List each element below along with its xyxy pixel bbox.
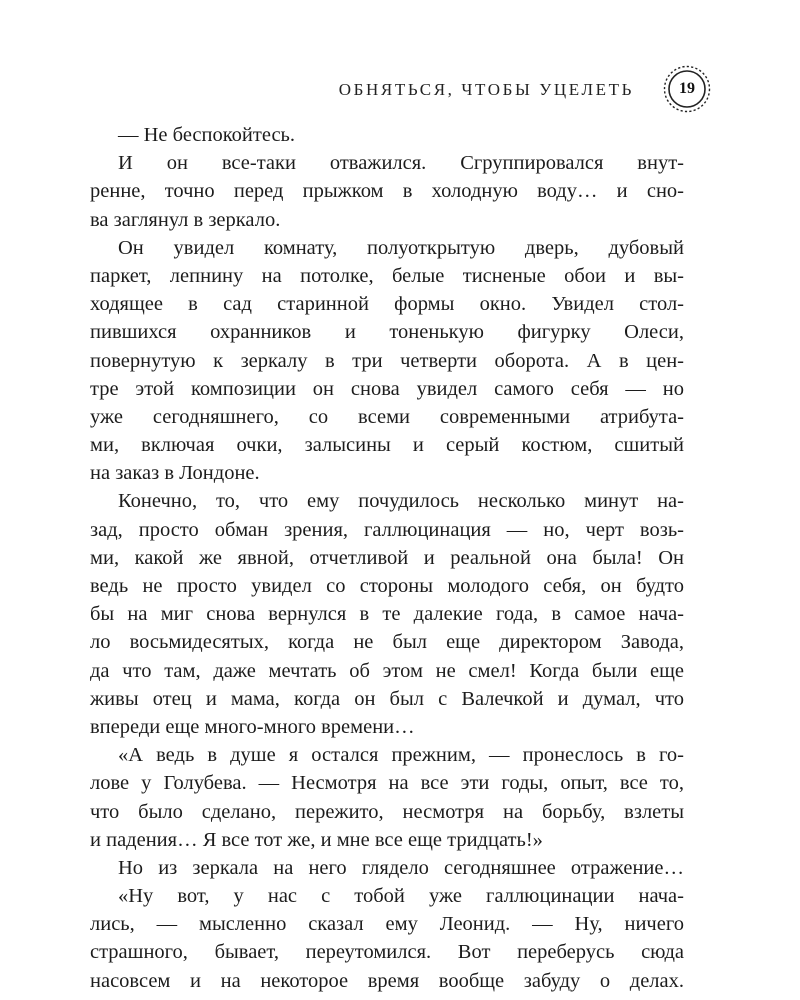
text-line: повернутую к зеркалу в три четверти оборота. А в цен- — [90, 349, 684, 372]
text-line: впереди еще много-много времени… — [90, 715, 415, 738]
text-line: ми, включая очки, залысины и серый костюм, сшитый — [90, 434, 684, 457]
text-line: ва заглянул в зеркало. — [90, 208, 281, 231]
text-line: и падения… Я все тот же, и мне все еще тридцать!» — [90, 828, 543, 851]
text-line: бы на миг снова вернулся в те далекие года, в самое нача- — [90, 603, 684, 626]
page-number: 19 — [679, 80, 695, 97]
running-title: ОБНЯТЬСЯ, ЧТОБЫ УЦЕЛЕТЬ — [338, 80, 634, 99]
text-line: пившихся охранников и тоненькую фигурку Олеси, — [90, 321, 684, 344]
text-line: Он увидел комнату, полуоткрытую дверь, дубовый — [118, 236, 684, 259]
running-head — [300, 62, 720, 122]
text-line: что было сделано, пережито, несмотря на борьбу, взлеты — [90, 800, 684, 823]
text-line: «А ведь в душе я остался прежним, — пронеслось в го- — [118, 744, 684, 767]
text-line: — Не беспокойтесь. — [118, 124, 296, 146]
text-line: «Ну вот, у нас с тобой уже галлюцинации нача- — [118, 885, 684, 908]
text-line: ренне, точно перед прыжком в холодную воду… и сно- — [90, 180, 684, 203]
text-line: живы отец и мама, когда он был с Валечкой и думал, что — [90, 687, 684, 710]
text-line: тре этой композиции он снова увидел самого себя — но — [90, 377, 684, 400]
text-line: ведь не просто увидел со стороны молодого себя, он будто — [90, 575, 684, 597]
text-line: зад, просто обман зрения, галлюцинация — но, черт возь- — [90, 518, 684, 541]
text-line: Конечно, то, что ему почудилось несколько минут на- — [118, 490, 684, 513]
text-line: да что там, даже мечтать об этом не смел! Когда были еще — [90, 659, 684, 682]
text-line: лове у Голубева. — Несмотря на все эти годы, опыт, все то, — [90, 772, 684, 795]
text-line: Но из зеркала на него глядело сегодняшнее отражение… — [118, 856, 684, 879]
text-line: страшного, бывает, переутомился. Вот переберусь сюда — [90, 941, 684, 964]
text-line: ходящее в сад старинной формы окно. Увидел стол- — [90, 293, 684, 316]
text-line: ми, какой же явной, отчетливой и реальной она была! Он — [90, 546, 684, 569]
text-line: И он все-таки отважился. Сгруппировался внут- — [118, 152, 684, 175]
text-line: паркет, лепнину на потолке, белые тисненые обои и вы- — [90, 264, 684, 287]
body-text — [90, 121, 684, 995]
text-line: ло восьмидесятых, когда не был еще директором Завода, — [90, 631, 684, 654]
text-line: уже сегодняшнего, со всеми современными атрибута- — [90, 405, 684, 428]
text-line: насовсем и на некоторое время вообще забуду о делах. — [90, 969, 684, 992]
text-line: лись, — мысленно сказал ему Леонид. — Ну, ничего — [90, 913, 684, 936]
text-line: на заказ в Лондоне. — [90, 462, 260, 485]
page-number-badge — [662, 64, 712, 114]
